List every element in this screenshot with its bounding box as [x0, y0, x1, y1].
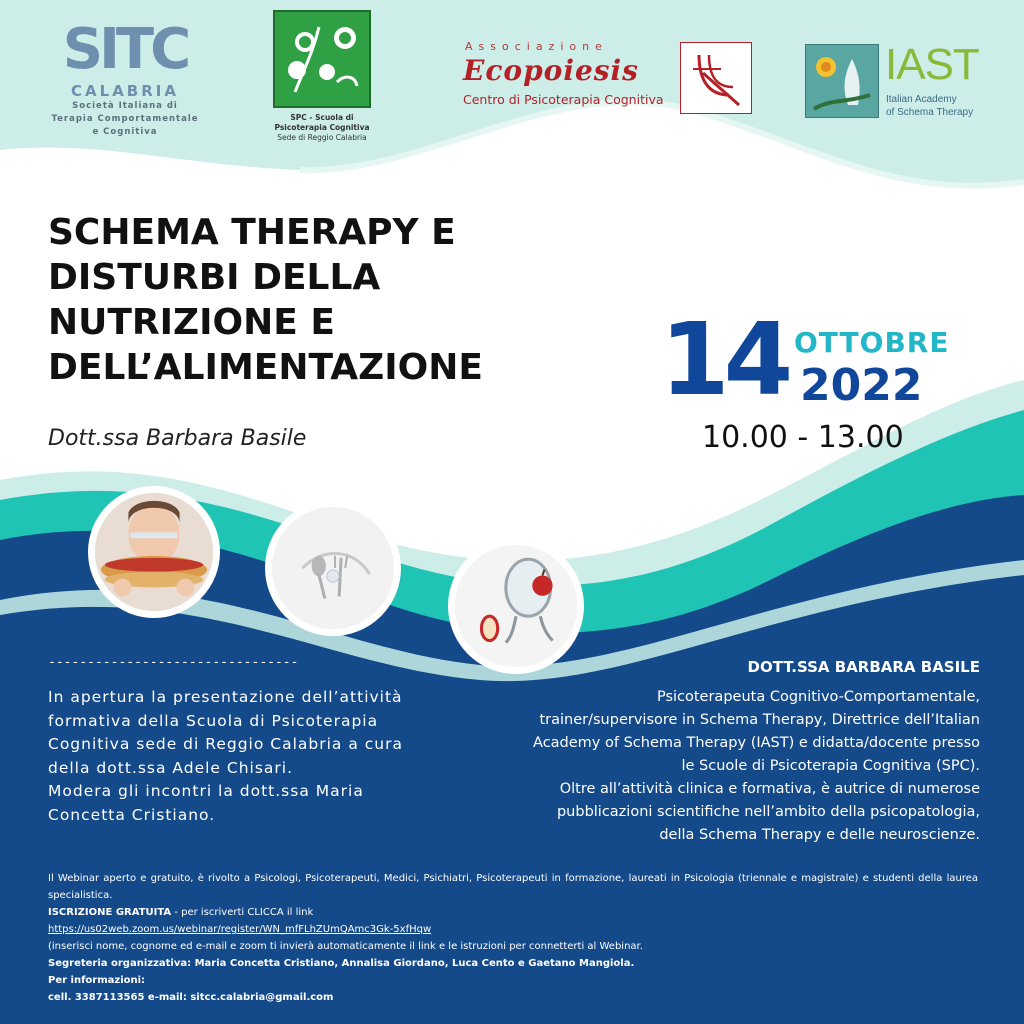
iast-emblem-icon: [805, 44, 879, 118]
sitc-logo-sub-2: Terapia Comportamentale: [51, 114, 199, 124]
intro-line: Modera gli incontri la dott.ssa Maria: [48, 782, 364, 800]
registration-text: - per iscriverti CLICCA il link: [171, 907, 314, 918]
intro-text: [48, 686, 468, 827]
footer-audience-text: Il Webinar aperto e gratuito, è rivolto a Psicologi, Psicoterapeuti, Medici, Psichiatri, Psicoterapeuti in formazione, laureati in Psicologia (triennale e magistrale) e studenti della laurea specialistica.: [48, 873, 978, 901]
intro-line: della dott.ssa Adele Chisari.: [48, 758, 294, 777]
iast-sub-2: of Schema Therapy: [886, 107, 974, 118]
bio-line: le Scuole di Psicoterapia Cognitiva (SPC).: [681, 758, 980, 774]
speaker-name: Dott.ssa Barbara Basile: [48, 426, 307, 451]
ecopoiesis-sub: Centro di Psicoterapia Cognitiva: [463, 92, 664, 107]
registration-link[interactable]: https://us02web.zoom.us/webinar/register/WN_mfFLhZUmQAmc3Gk-5xfHqw: [48, 924, 432, 935]
title-line: SCHEMA THERAPY E: [48, 212, 456, 253]
ecopoiesis-emblem-icon: [680, 42, 752, 114]
title-line: DISTURBI DELLA: [48, 257, 381, 298]
date-year: 2022: [800, 360, 923, 411]
sitc-logo-sub-3: e Cognitiva: [92, 127, 158, 137]
sitc-logo-region: CALABRIA: [71, 82, 179, 100]
sitc-logo-sub-1: Società Italiana di: [72, 101, 178, 111]
bio-line: Academy of Schema Therapy (IAST) e didatta/docente presso: [533, 735, 980, 751]
event-title: [48, 210, 608, 390]
footer-secretariat: Segreteria organizzativa: Maria Concetta Cristiano, Annalisa Giordano, Luca Cento e Gaetano Mangiola.: [48, 958, 635, 969]
footer-info-label: Per informazioni:: [48, 975, 146, 986]
footer-info: [48, 870, 978, 1006]
intro-line: Concetta Cristiano.: [48, 805, 216, 824]
ecopoiesis-name: Ecopoiesis: [463, 54, 639, 87]
intro-line: formativa della Scuola di Psicoterapia: [48, 711, 379, 730]
spc-caption-2: Psicoterapia Cognitiva: [274, 123, 370, 132]
bio-line: pubblicazioni scientifiche nell’ambito della psicopatologia,: [556, 804, 980, 820]
spc-logo: [262, 10, 382, 143]
intro-line: Cognitiva sede di Reggio Calabria a cura: [48, 735, 403, 753]
ecopoiesis-logo: [455, 38, 755, 114]
spc-emblem-icon: [273, 10, 371, 108]
woman-sandwich-photo: [88, 486, 220, 618]
bio-line: trainer/supervisore in Schema Therapy, Direttrice dell’Italian: [539, 712, 980, 728]
ecopoiesis-assoc: Associazione: [465, 40, 608, 53]
spc-caption-sub: Sede di Reggio Calabria: [277, 133, 367, 142]
iast-logo: [805, 40, 985, 124]
title-line: NUTRIZIONE E: [48, 302, 335, 343]
bio-line: Oltre all’attività clinica e formativa, è autrice di numerose: [559, 781, 980, 797]
bio-line: della Schema Therapy e delle neuroscienze.: [659, 827, 980, 843]
iast-word: IAST: [885, 40, 979, 89]
spc-caption-1: SPC - Scuola di: [290, 113, 354, 122]
footer-contacts: cell. 3387113565 e-mail: sitcc.calabria@gmail.com: [48, 992, 334, 1003]
sitc-logo: [30, 17, 220, 139]
title-line: DELL’ALIMENTAZIONE: [48, 347, 483, 388]
registration-label: ISCRIZIONE GRATUITA: [48, 907, 172, 918]
date-month: OTTOBRE: [794, 326, 950, 359]
intro-line: In apertura la presentazione dell’attività: [48, 688, 403, 706]
bio-name: DOTT.SSA BARBARA BASILE: [747, 658, 980, 676]
footer-registration: [48, 904, 978, 921]
dashed-divider: --------------------------------: [48, 655, 299, 670]
bio-text: [460, 686, 980, 847]
sitc-logo-mark: SITC: [62, 17, 188, 82]
cutlery-tape-photo: [265, 500, 401, 636]
bio-line: Psicoterapeuta Cognitivo-Comportamentale,: [656, 689, 980, 705]
date-day: 14: [660, 301, 788, 418]
iast-sub-1: Italian Academy: [886, 94, 957, 105]
footer-instructions: (inserisci nome, cognome ed e-mail e zoom ti invierà automaticamente il link e le istruzioni per connetterti al Webinar.: [48, 941, 643, 952]
date-time: 10.00 - 13.00: [702, 420, 904, 455]
mirror-apple-photo: [448, 538, 584, 674]
